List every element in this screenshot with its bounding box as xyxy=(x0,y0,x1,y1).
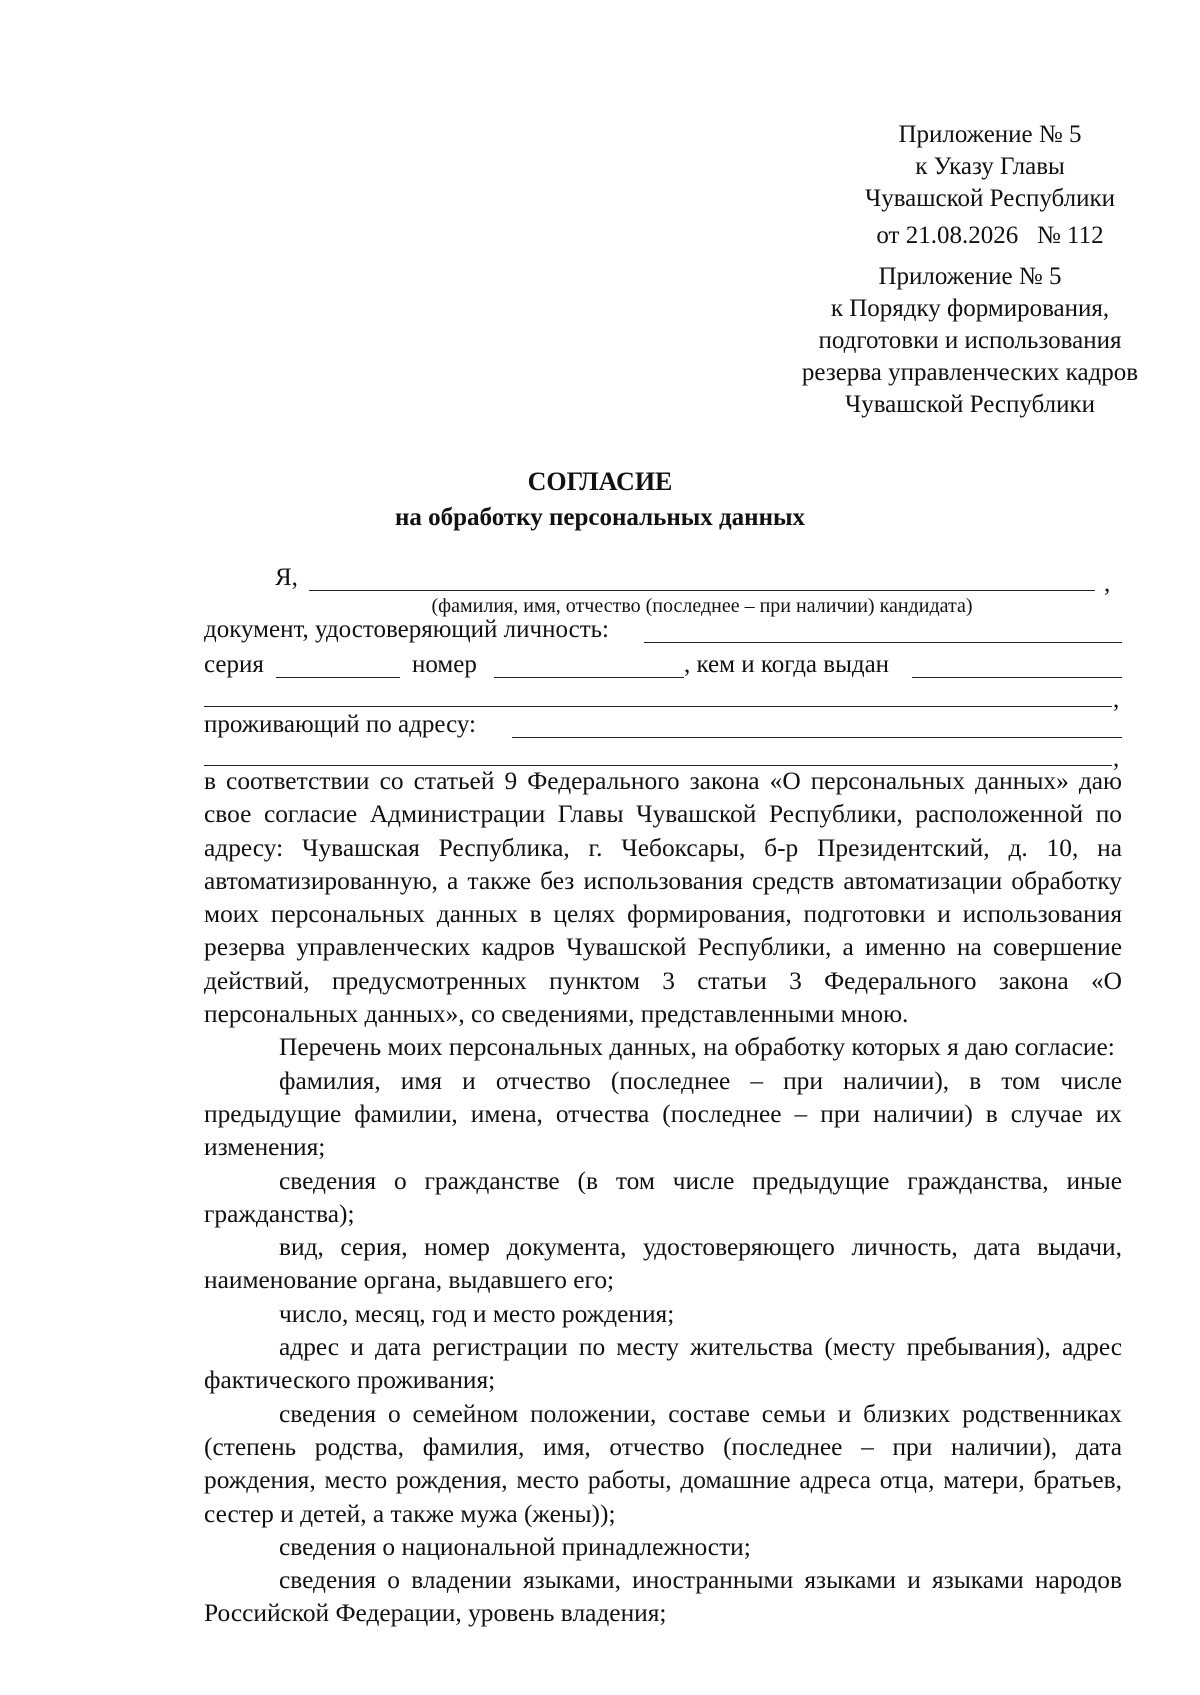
document-subtitle: на обработку персональных данных xyxy=(395,504,805,531)
address-field-line[interactable] xyxy=(512,737,1122,738)
issued-comma: , xyxy=(1113,686,1120,713)
issued-field-line[interactable] xyxy=(912,677,1122,678)
list-item: сведения о семейном положении, составе семьи и близких родственниках (степень родства, фамилия, имя, отчество (последнее – при наличии), дата рождения, место рождения, место работы, домашние адреса отца, матери, братьев, сестер и детей, а также мужа (жены)); xyxy=(204,1399,1122,1528)
annex-decree-date: от 21.08.2026 № 112 xyxy=(876,222,1104,249)
address-comma: , xyxy=(1113,745,1120,772)
list-item: фамилия, имя и отчество (последнее – при наличии), в том числе предыдущие фамилии, имена, отчества (последнее – при наличии) в случае их изменения; xyxy=(204,1066,1122,1162)
annex-order-line1: Приложение № 5 xyxy=(878,263,1062,290)
annex-decree-block xyxy=(820,119,1160,215)
annex-order-line2: к Порядку формирования, xyxy=(830,295,1110,322)
list-item: число, месяц, год и место рождения; xyxy=(279,1299,675,1328)
id-doc-label: документ, удостоверяющий личность: xyxy=(204,616,609,643)
fio-hint: (фамилия, имя, отчество (последнее – при наличии) кандидата) xyxy=(431,595,973,617)
address-label: проживающий по адресу: xyxy=(204,711,476,738)
number-field-line[interactable] xyxy=(494,677,684,678)
annex-decree-line1: Приложение № 5 xyxy=(898,121,1082,148)
fio-field-line[interactable] xyxy=(309,590,1095,591)
annex-order-block xyxy=(760,261,1180,421)
fio-comma: , xyxy=(1104,570,1111,597)
annex-order-line3: подготовки и использования xyxy=(818,327,1122,354)
number-label: номер xyxy=(412,651,477,678)
list-item: сведения о владении языками, иностранными языками и языками народов Российской Федерации, уровень владения; xyxy=(204,1566,1122,1628)
paragraph-list-intro: Перечень моих персональных данных, на обработку которых я даю согласие: xyxy=(279,1033,1115,1062)
list-item: вид, серия, номер документа, удостоверяющего личность, дата выдачи, наименование органа, выдавшего его; xyxy=(204,1233,1122,1295)
document-title: СОГЛАСИЕ xyxy=(527,467,673,496)
list-item: сведения о гражданстве (в том числе предыдущие гражданства, иные гражданства); xyxy=(204,1166,1122,1228)
annex-decree-line2: к Указу Главы xyxy=(915,153,1065,180)
annex-decree-line3: Чувашской Республики xyxy=(864,185,1116,212)
series-label: серия xyxy=(204,651,264,678)
consent-body xyxy=(204,765,1122,1631)
list-item: адрес и дата регистрации по месту жительства (месту пребывания), адрес фактического проживания; xyxy=(204,1333,1122,1395)
paragraph-consent-statement: в соответствии со статьей 9 Федерального закона «О персональных данных» даю свое согласие Администрации Главы Чувашской Республики, расположенной по адресу: Чувашская Республика, г. Чебоксары, б-р Президентский, д. 10, на автоматизированную, а также без использования средств автоматизации обработку моих персональных данных в целях формирования, подготовки и использования резерва управленческих кадров Чувашской Республики, а именно на совершение действий, предусмотренных пунктом 3 статьи 3 Федерального закона «О персональных данных», со сведениями, представленными мною. xyxy=(204,767,1122,1029)
series-field-line[interactable] xyxy=(276,677,400,678)
issued-continuation-line[interactable] xyxy=(204,706,1112,707)
id-doc-field-line[interactable] xyxy=(644,642,1122,643)
annex-order-line4: резерва управленческих кадров xyxy=(801,359,1139,386)
issued-label: , кем и когда выдан xyxy=(684,651,890,678)
i-label: Я, xyxy=(275,564,298,591)
list-item: сведения о национальной принадлежности; xyxy=(279,1532,751,1561)
annex-order-line5: Чувашской Республики xyxy=(844,391,1096,418)
